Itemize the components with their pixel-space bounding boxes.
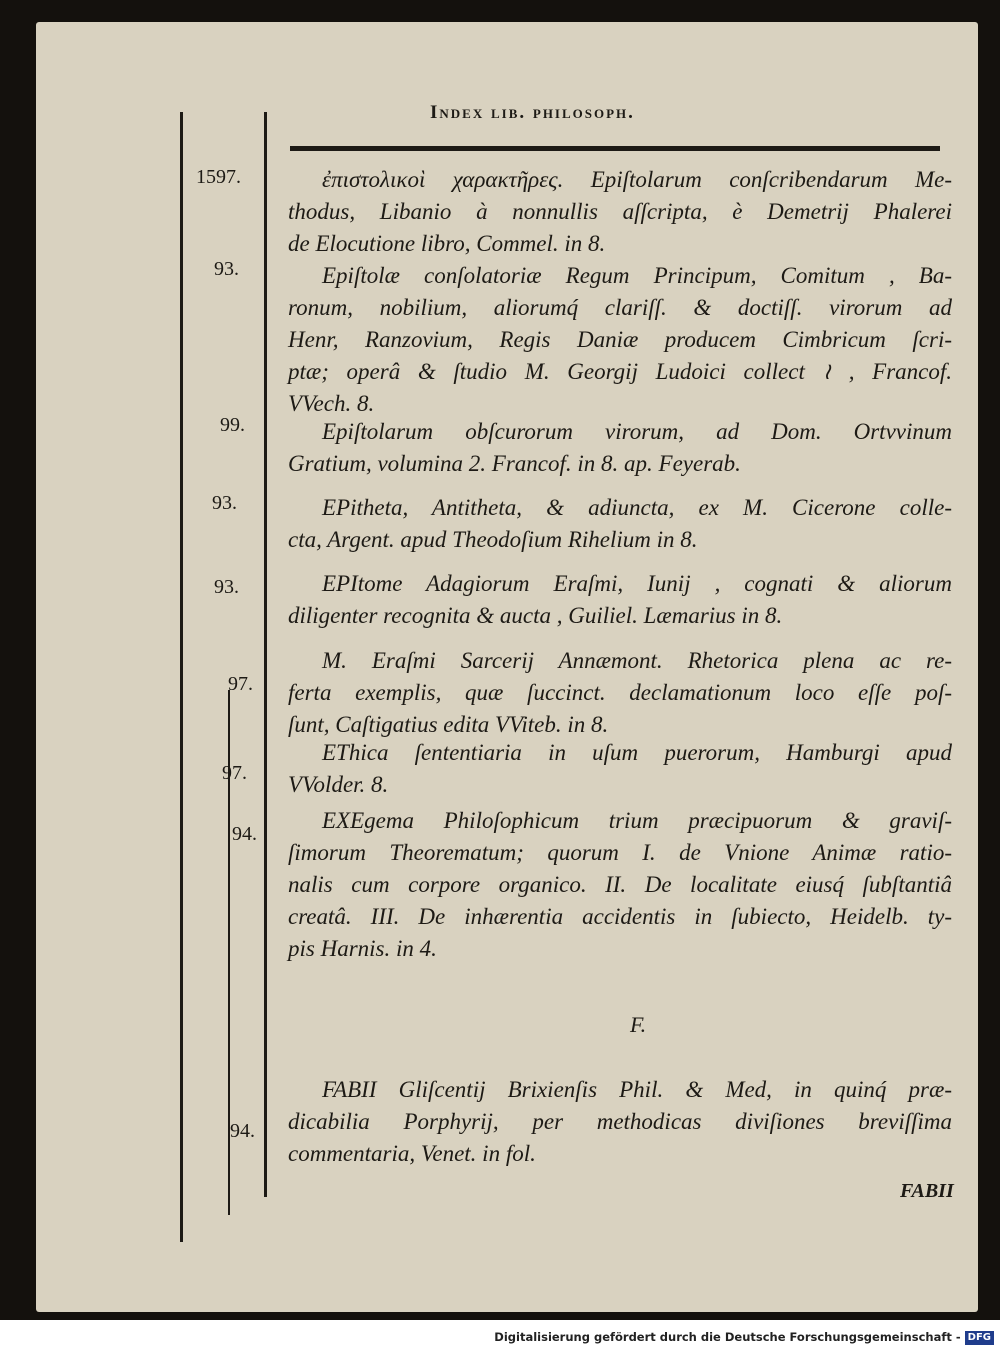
entry-line: ronum, nobilium, aliorumq́ clariſſ. & doctiſſ. virorum ad <box>288 295 952 320</box>
entry-line: EPitheta, Antitheta, & adiuncta, ex M. Cicerone colle- <box>322 495 952 520</box>
index-entry <box>288 492 952 556</box>
dfg-logo: DFG <box>965 1331 994 1345</box>
margin-rule-right <box>264 112 267 1197</box>
footer <box>0 1320 1000 1355</box>
index-entry <box>288 645 952 741</box>
index-entry <box>288 416 952 480</box>
index-entry <box>288 260 952 420</box>
footer-text: Digitalisierung gefördert durch die Deutsche Forschungsgemeinschaft - <box>494 1330 961 1344</box>
entry-line: commentaria, Venet. in fol. <box>288 1141 536 1166</box>
entry-line: EPItome Adagiorum Eraſmi, Iunij , cognati & aliorum <box>322 571 952 596</box>
entry-line: diligenter recognita & aucta , Guiliel. Læmarius in 8. <box>288 603 783 628</box>
year-marker: 94. <box>230 1120 255 1142</box>
running-header: Index lib. philosoph. <box>430 102 635 123</box>
entry-line: FABII Gliſcentij Brixienſis Phil. & Med, in quinq́ præ- <box>322 1077 952 1102</box>
entry-line: ptæ; operâ & ſtudio M. Georgij Ludoici collect ≀ , Francof. <box>288 359 952 384</box>
index-entry <box>288 1074 952 1170</box>
entry-line: EThica ſententiaria in uſum puerorum, Hamburgi apud <box>322 740 952 765</box>
entry-line: nalis cum corpore organico. II. De localitate eiusq́ ſubſtantiâ <box>288 872 952 897</box>
year-marker: 99. <box>220 414 245 436</box>
year-marker: 97. <box>228 673 253 695</box>
entry-line: ſunt, Caſtigatius edita VViteb. in 8. <box>288 712 609 737</box>
entry-line: pis Harnis. in 4. <box>288 936 437 961</box>
index-entry <box>288 737 952 801</box>
entry-line: VVech. 8. <box>288 391 375 416</box>
year-marker: 94. <box>232 823 257 845</box>
section-letter: F. <box>630 1012 647 1037</box>
year-marker: 97. <box>222 762 247 784</box>
entry-line: ferta exemplis, quæ ſuccinct. declamationum loco eſſe poſ- <box>288 680 952 705</box>
entry-line: thodus, Libanio à nonnullis aſſcripta, è Demetrij Phalerei <box>288 199 952 224</box>
entry-line: VVolder. 8. <box>288 772 389 797</box>
entry-line: Epiſtolæ conſolatoriæ Regum Principum, Comitum , Ba- <box>322 263 952 288</box>
index-entry <box>288 568 952 632</box>
entry-line: Henr, Ranzovium, Regis Daniæ producem Cimbricum ſcri- <box>288 327 952 352</box>
entry-line: EXEgema Philoſophicum trium præcipuorum & graviſ- <box>322 808 952 833</box>
catchword: FABII <box>900 1180 954 1202</box>
entry-line: ἐπιστολικοὶ χαρακτῆρες. Epiſtolarum conſcribendarum Me- <box>322 167 952 192</box>
entry-line: Epiſtolarum obſcurorum virorum, ad Dom. Ortvvinum <box>322 419 952 444</box>
index-entry <box>288 164 952 260</box>
year-marker: 93. <box>214 258 239 280</box>
entry-line: creatâ. III. De inhærentia accidentis in ſubiecto, Heidelb. ty- <box>288 904 952 929</box>
margin-rule-left <box>180 112 183 1242</box>
year-marker: 93. <box>214 576 239 598</box>
year-marker: 93. <box>212 492 237 514</box>
index-entry <box>288 805 952 965</box>
entry-line: dicabilia Porphyrij, per methodicas diviſiones breviſſima <box>288 1109 952 1134</box>
entry-line: Gratium, volumina 2. Francof. in 8. ap. Feyerab. <box>288 451 741 476</box>
entry-line: cta, Argent. apud Theodoſium Rihelium in 8. <box>288 527 698 552</box>
entry-line: M. Eraſmi Sarcerij Annæmont. Rhetorica plena ac re- <box>322 648 952 673</box>
entry-line: de Elocutione libro, Commel. in 8. <box>288 231 606 256</box>
header-rule <box>290 146 940 151</box>
year-marker: 1597. <box>196 166 241 188</box>
entry-line: ſimorum Theorematum; quorum I. de Vnione Animæ ratio- <box>288 840 952 865</box>
